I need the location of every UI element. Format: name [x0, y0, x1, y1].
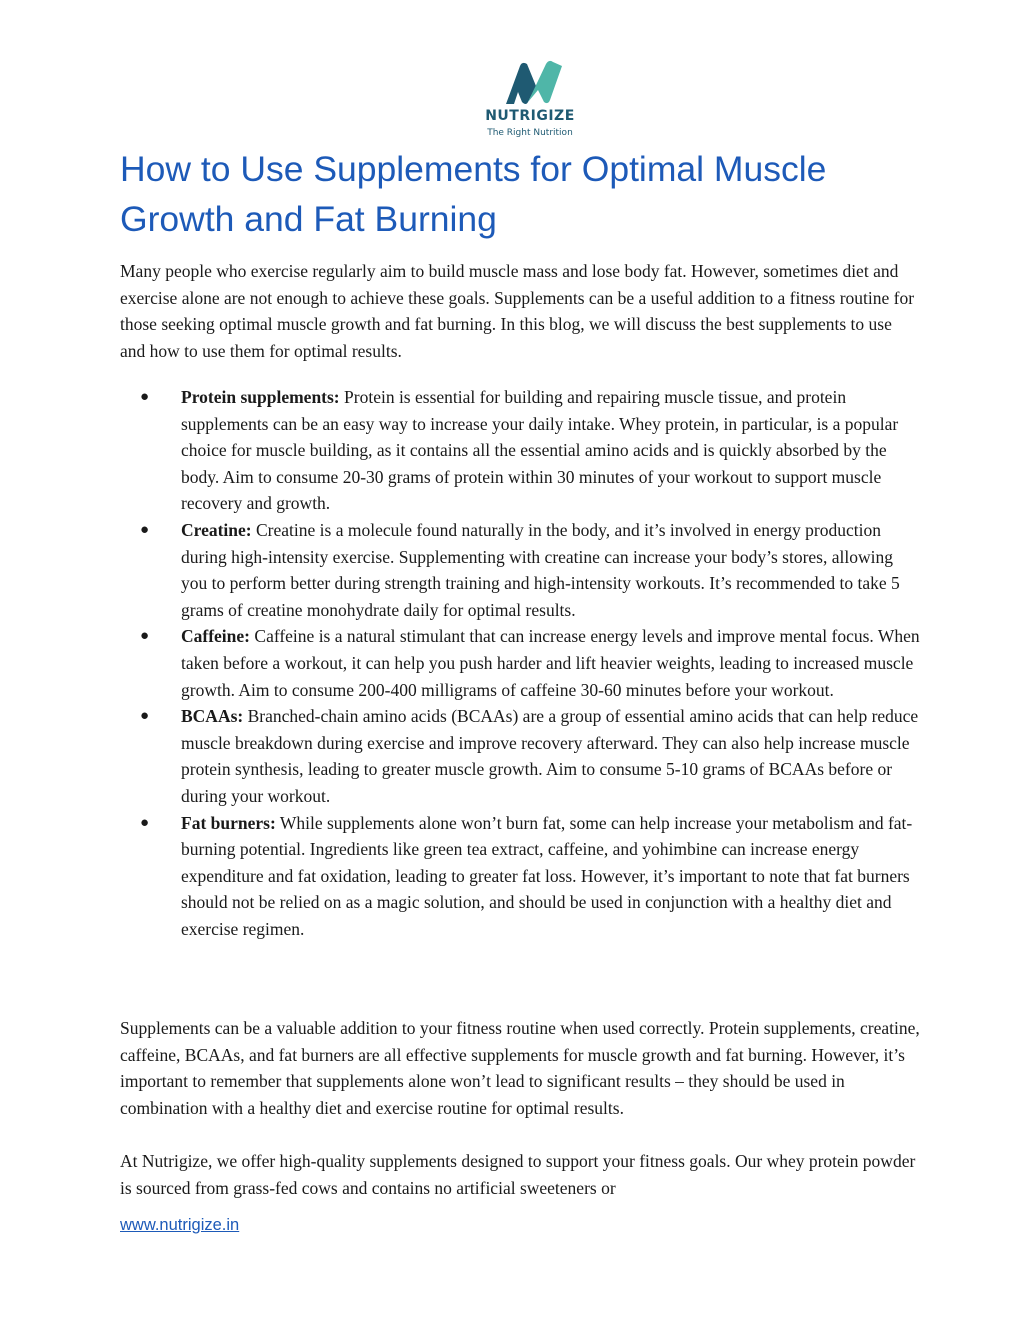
list-item	[120, 703, 920, 809]
page-title: How to Use Supplements for Optimal Muscle Growth and Fat Burning	[120, 149, 827, 239]
list-item	[120, 810, 920, 943]
nutrigize-logo-mark-icon	[502, 56, 566, 108]
list-item	[120, 517, 920, 623]
item-text: Branched-chain amino acids (BCAAs) are a group of essential amino acids that can help reduce muscle breakdown during exercise and improve recovery afterward. They can also help increase muscle protein synthesis, leading to greater muscle growth. Aim to consume 5-10 grams of BCAAs before or during your workout.	[181, 706, 919, 806]
item-text: While supplements alone won’t burn fat, some can help increase your metabolism and fat-burning potential. Ingredients like green tea extract, caffeine, and yohimbine can increase energy expenditure and fat oxidation, leading to greater fat loss. However, it’s important to note that fat burners should not be relied on as a magic solution, and should be used in conjunction with a healthy diet and exercise regimen.	[181, 812, 913, 939]
item-label: Protein supplements:	[181, 387, 340, 407]
bullet-icon: ●	[140, 521, 150, 538]
bullet-icon: ●	[140, 389, 150, 405]
list-item	[120, 623, 920, 703]
item-text: Caffeine is a natural stimulant that can increase energy levels and improve mental focus. When taken before a workout, it can help you push harder and lift heavier weights, leading to increased muscle growth. Aim to consume 200-400 milligrams of caffeine 30-60 minutes before your workout.	[181, 626, 920, 700]
item-text: Protein is essential for building and repairing muscle tissue, and protein supplements can be an easy way to increase your daily intake. Whey protein, in particular, is a popular choice for muscle building, as it contains all the essential amino acids and is quickly absorbed by the body. Aim to consume 20-30 grams of protein within 30 minutes of your workout to support muscle recovery and growth.	[181, 387, 899, 514]
item-text: Creatine is a molecule found naturally in the body, and it’s involved in energy production during high-intensity exercise. Supplementing with creatine can increase your body’s stores, allowing you to perform better during strength training and high-intensity workouts. It’s recommended to take 5 grams of creatine monohydrate daily for optimal results.	[181, 519, 900, 620]
brand-name: NUTRIGIZE	[485, 108, 575, 124]
brand-logo	[470, 56, 590, 148]
bullet-icon: ●	[140, 628, 150, 645]
item-label: Caffeine:	[181, 626, 251, 647]
intro-paragraph: Many people who exercise regularly aim to build muscle mass and lose body fat. However, sometimes diet and exercise alone are not enough to achieve these goals. Supplements can be a useful addition to a fitness routine for those seeking optimal muscle growth and fat burning. In this blog, we will discuss the best supplements to use and how to use them for optimal results.	[120, 261, 915, 361]
supplement-list	[120, 384, 920, 942]
website-link[interactable]: www.nutrigize.in	[120, 1216, 240, 1234]
conclusion-paragraph: Supplements can be a valuable addition to your fitness routine when used correctly. Protein supplements, creatine, caffeine, BCAAs, and fat burners are all effective supplements for muscle growth and fat burning. However, it’s important to remember that supplements alone won’t lead to significant results – they should be used in combination with a healthy diet and exercise routine for optimal results.	[120, 1018, 920, 1118]
brand-tagline: The Right Nutrition	[487, 128, 573, 138]
bullet-icon: ●	[140, 708, 150, 725]
item-label: Fat burners:	[181, 812, 276, 833]
bullet-icon: ●	[140, 814, 150, 831]
nutrigize-paragraph: At Nutrigize, we offer high-quality supplements designed to support your fitness goals. Our whey protein powder is sourced from grass-fed cows and contains no artificial sweeteners or	[120, 1151, 916, 1198]
item-label: Creatine:	[181, 519, 252, 540]
list-item	[120, 384, 920, 517]
item-label: BCAAs:	[181, 706, 244, 727]
